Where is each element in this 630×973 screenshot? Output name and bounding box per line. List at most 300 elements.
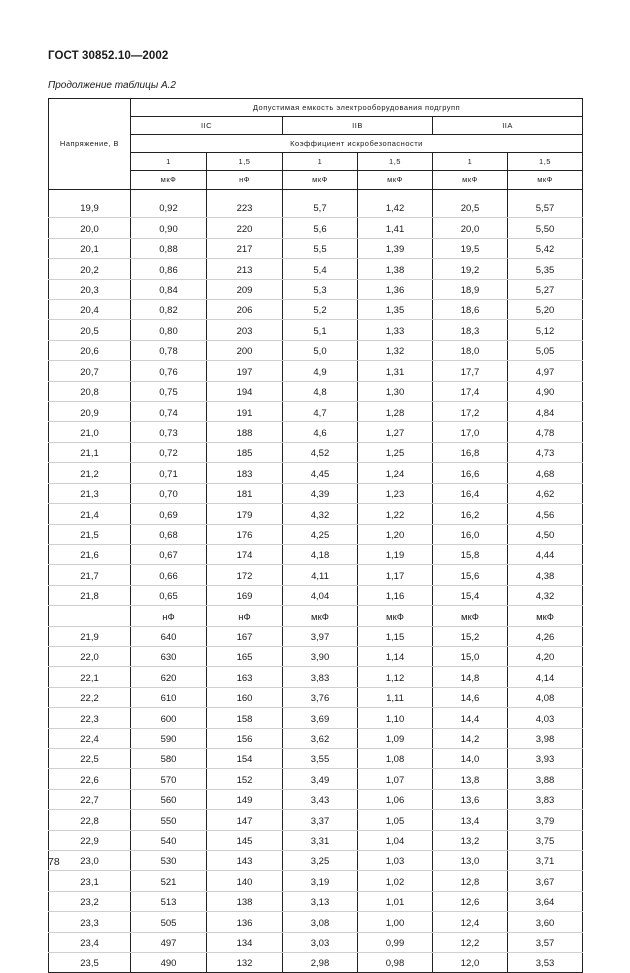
table-row: [49, 279, 583, 299]
capacitance-cell: 181: [207, 483, 283, 503]
table-row: [49, 891, 583, 911]
capacitance-cell: 1,11: [358, 687, 433, 707]
capacitance-cell: 3,67: [508, 871, 583, 891]
capacitance-cell: 4,32: [283, 504, 358, 524]
table-row: [49, 442, 583, 462]
capacitance-cell: 1,04: [358, 830, 433, 850]
header-spacer-row: [49, 190, 583, 199]
voltage-cell: 21,1: [49, 442, 131, 462]
capacitance-cell: 15,4: [433, 585, 508, 605]
unit-label: мкФ: [131, 171, 207, 190]
voltage-cell: 22,0: [49, 646, 131, 666]
document-code: ГОСТ 30852.10—2002: [48, 50, 169, 62]
capacitance-cell: 1,28: [358, 402, 433, 422]
capacitance-cell: мкФ: [283, 606, 358, 626]
capacitance-cell: 570: [131, 769, 207, 789]
table-row: [49, 544, 583, 564]
capacitance-cell: 3,19: [283, 871, 358, 891]
capacitance-cell: 3,83: [508, 789, 583, 809]
voltage-cell: 22,6: [49, 769, 131, 789]
capacitance-cell: 4,97: [508, 361, 583, 381]
capacitance-cell: 203: [207, 320, 283, 340]
capacitance-cell: 3,83: [283, 667, 358, 687]
capacitance-cell: 3,25: [283, 851, 358, 871]
voltage-cell: 21,6: [49, 544, 131, 564]
capacitance-cell: 13,6: [433, 789, 508, 809]
page-number: 78: [48, 856, 60, 868]
capacitance-cell: 0,70: [131, 483, 207, 503]
table-row: [49, 402, 583, 422]
coefficient-value: 1,5: [508, 153, 583, 171]
capacitance-cell: 3,97: [283, 626, 358, 646]
capacitance-cell: 3,79: [508, 810, 583, 830]
capacitance-cell: 1,42: [358, 198, 433, 218]
capacitance-cell: 0,92: [131, 198, 207, 218]
unit-label: мкФ: [433, 171, 508, 190]
voltage-cell: 22,2: [49, 687, 131, 707]
capacitance-cell: 513: [131, 891, 207, 911]
voltage-cell: 20,8: [49, 381, 131, 401]
capacitance-cell: 3,75: [508, 830, 583, 850]
capacitance-cell: 4,9: [283, 361, 358, 381]
capacitance-cell: 4,08: [508, 687, 583, 707]
capacitance-cell: 3,31: [283, 830, 358, 850]
capacitance-cell: 16,8: [433, 442, 508, 462]
voltage-cell: 21,3: [49, 483, 131, 503]
capacitance-cell: 163: [207, 667, 283, 687]
capacitance-cell: 3,60: [508, 912, 583, 932]
capacitance-cell: 20,5: [433, 198, 508, 218]
capacitance-cell: 213: [207, 259, 283, 279]
table-row: [49, 218, 583, 238]
capacitance-cell: 0,67: [131, 544, 207, 564]
voltage-cell: [49, 606, 131, 626]
capacitance-cell: 5,20: [508, 300, 583, 320]
voltage-cell: 23,0: [49, 851, 131, 871]
capacitance-cell: 179: [207, 504, 283, 524]
table-row: [49, 687, 583, 707]
capacitance-cell: 15,0: [433, 646, 508, 666]
voltage-cell: 22,8: [49, 810, 131, 830]
capacitance-cell: 560: [131, 789, 207, 809]
capacitance-cell: 1,09: [358, 728, 433, 748]
capacitance-cell: 223: [207, 198, 283, 218]
capacitance-cell: 4,26: [508, 626, 583, 646]
capacitance-cell: 640: [131, 626, 207, 646]
voltage-cell: 21,7: [49, 565, 131, 585]
capacitance-cell: 4,7: [283, 402, 358, 422]
voltage-cell: 23,1: [49, 871, 131, 891]
voltage-cell: 20,6: [49, 340, 131, 360]
capacitance-cell: 1,07: [358, 769, 433, 789]
capacitance-cell: 18,9: [433, 279, 508, 299]
table-row: [49, 198, 583, 218]
voltage-cell: 23,4: [49, 932, 131, 952]
capacitance-cell: 5,05: [508, 340, 583, 360]
capacitance-cell: 0,80: [131, 320, 207, 340]
capacitance-cell: 5,42: [508, 238, 583, 258]
capacitance-cell: мкФ: [358, 606, 433, 626]
spacer-cell: [358, 190, 433, 199]
capacitance-cell: 1,24: [358, 463, 433, 483]
capacitance-cell: 12,6: [433, 891, 508, 911]
capacitance-cell: 4,44: [508, 544, 583, 564]
voltage-cell: 20,4: [49, 300, 131, 320]
capacitance-cell: 1,32: [358, 340, 433, 360]
voltage-cell: 21,2: [49, 463, 131, 483]
capacitance-cell: 3,69: [283, 708, 358, 728]
capacitance-cell: 160: [207, 687, 283, 707]
voltage-cell: 23,3: [49, 912, 131, 932]
capacitance-cell: 3,08: [283, 912, 358, 932]
capacitance-cell: 1,22: [358, 504, 433, 524]
capacitance-cell: 4,03: [508, 708, 583, 728]
capacitance-cell: 0,65: [131, 585, 207, 605]
table-row: [49, 667, 583, 687]
capacitance-cell: 4,68: [508, 463, 583, 483]
capacitance-cell: 1,30: [358, 381, 433, 401]
table-row: [49, 504, 583, 524]
voltage-cell: 20,0: [49, 218, 131, 238]
unit-label: нФ: [207, 171, 283, 190]
table-row: [49, 565, 583, 585]
capacitance-cell: 145: [207, 830, 283, 850]
coefficient-header: Коэффициент искробезопасности: [131, 135, 583, 153]
capacitance-cell: 18,3: [433, 320, 508, 340]
table-row: [49, 300, 583, 320]
coefficient-value: 1,5: [207, 153, 283, 171]
voltage-cell: 21,4: [49, 504, 131, 524]
group-header-iia: IIA: [433, 117, 583, 135]
capacitance-cell: 4,52: [283, 442, 358, 462]
capacitance-cell: 1,25: [358, 442, 433, 462]
capacitance-cell: 134: [207, 932, 283, 952]
table-row: [49, 320, 583, 340]
table-row: [49, 953, 583, 973]
capacitance-cell: 5,6: [283, 218, 358, 238]
group-header-iib: IIB: [283, 117, 433, 135]
capacitance-cell: 490: [131, 953, 207, 973]
voltage-cell: 22,4: [49, 728, 131, 748]
capacitance-cell: 1,01: [358, 891, 433, 911]
capacitance-table: [48, 98, 583, 973]
capacitance-cell: 1,41: [358, 218, 433, 238]
capacitance-cell: 0,86: [131, 259, 207, 279]
capacitance-cell: 0,69: [131, 504, 207, 524]
capacitance-cell: 590: [131, 728, 207, 748]
capacitance-cell: 14,8: [433, 667, 508, 687]
capacitance-cell: 158: [207, 708, 283, 728]
voltage-cell: 20,5: [49, 320, 131, 340]
capacitance-cell: 4,78: [508, 422, 583, 442]
capacitance-cell: 0,68: [131, 524, 207, 544]
group-header-iic: IIC: [131, 117, 283, 135]
capacitance-cell: 12,2: [433, 932, 508, 952]
table-row: [49, 483, 583, 503]
capacitance-cell: 0,73: [131, 422, 207, 442]
capacitance-cell: 1,06: [358, 789, 433, 809]
table-row: [49, 524, 583, 544]
capacitance-cell: 1,36: [358, 279, 433, 299]
voltage-cell: 20,2: [49, 259, 131, 279]
capacitance-cell: 5,12: [508, 320, 583, 340]
capacitance-cell: 136: [207, 912, 283, 932]
capacitance-cell: 1,10: [358, 708, 433, 728]
coefficient-value: 1,5: [358, 153, 433, 171]
capacitance-cell: 5,2: [283, 300, 358, 320]
capacitance-cell: 0,75: [131, 381, 207, 401]
capacitance-cell: 1,17: [358, 565, 433, 585]
capacitance-cell: 5,27: [508, 279, 583, 299]
capacitance-cell: 1,05: [358, 810, 433, 830]
capacitance-cell: 4,25: [283, 524, 358, 544]
capacitance-cell: 17,7: [433, 361, 508, 381]
capacitance-cell: 3,93: [508, 748, 583, 768]
capacitance-cell: 2,98: [283, 953, 358, 973]
table-row: [49, 871, 583, 891]
capacitance-cell: 5,7: [283, 198, 358, 218]
capacitance-cell: 1,39: [358, 238, 433, 258]
capacitance-cell: 152: [207, 769, 283, 789]
capacitance-cell: 183: [207, 463, 283, 483]
capacitance-cell: 0,78: [131, 340, 207, 360]
capacitance-cell: 1,16: [358, 585, 433, 605]
table-row: [49, 463, 583, 483]
capacitance-cell: 149: [207, 789, 283, 809]
spacer-cell: [131, 190, 207, 199]
capacitance-cell: 19,2: [433, 259, 508, 279]
table-row: [49, 238, 583, 258]
capacitance-cell: 4,32: [508, 585, 583, 605]
capacitance-cell: 4,20: [508, 646, 583, 666]
capacitance-cell: 185: [207, 442, 283, 462]
capacitance-cell: 4,8: [283, 381, 358, 401]
spacer-cell: [283, 190, 358, 199]
capacitance-cell: 16,6: [433, 463, 508, 483]
capacitance-cell: 521: [131, 871, 207, 891]
capacitance-cell: 194: [207, 381, 283, 401]
capacitance-cell: 1,23: [358, 483, 433, 503]
voltage-cell: 21,8: [49, 585, 131, 605]
capacitance-cell: 3,53: [508, 953, 583, 973]
capacitance-cell: 147: [207, 810, 283, 830]
capacitance-cell: 176: [207, 524, 283, 544]
capacitance-cell: 5,35: [508, 259, 583, 279]
capacitance-cell: 1,33: [358, 320, 433, 340]
voltage-cell: 22,3: [49, 708, 131, 728]
coefficient-value: 1: [433, 153, 508, 171]
capacitance-cell: 206: [207, 300, 283, 320]
capacitance-cell: 5,4: [283, 259, 358, 279]
capacitance-cell: 0,71: [131, 463, 207, 483]
capacitance-cell: 0,98: [358, 953, 433, 973]
capacitance-cell: нФ: [131, 606, 207, 626]
voltage-cell: 22,1: [49, 667, 131, 687]
capacitance-cell: 165: [207, 646, 283, 666]
capacitance-cell: 4,90: [508, 381, 583, 401]
capacitance-cell: 3,57: [508, 932, 583, 952]
table-row: [49, 646, 583, 666]
capacitance-cell: 5,50: [508, 218, 583, 238]
capacitance-cell: 3,37: [283, 810, 358, 830]
coefficient-value: 1: [283, 153, 358, 171]
voltage-cell: 21,0: [49, 422, 131, 442]
capacitance-cell: 191: [207, 402, 283, 422]
capacitance-cell: 0,66: [131, 565, 207, 585]
unit-label: мкФ: [508, 171, 583, 190]
capacitance-cell: 12,4: [433, 912, 508, 932]
unit-label: мкФ: [358, 171, 433, 190]
capacitance-cell: 132: [207, 953, 283, 973]
capacitance-cell: 540: [131, 830, 207, 850]
capacitance-cell: 17,4: [433, 381, 508, 401]
spacer-cell: [49, 190, 131, 199]
capacitance-cell: 15,6: [433, 565, 508, 585]
voltage-cell: 22,9: [49, 830, 131, 850]
capacitance-cell: 0,74: [131, 402, 207, 422]
capacitance-cell: 3,13: [283, 891, 358, 911]
capacitance-cell: 18,0: [433, 340, 508, 360]
voltage-cell: 21,5: [49, 524, 131, 544]
capacitance-cell: 3,71: [508, 851, 583, 871]
capacitance-cell: 3,49: [283, 769, 358, 789]
capacitance-cell: 610: [131, 687, 207, 707]
capacitance-cell: 0,99: [358, 932, 433, 952]
table-caption: Продолжение таблицы А.2: [48, 80, 176, 91]
capacitance-cell: 4,6: [283, 422, 358, 442]
capacitance-cell: 14,4: [433, 708, 508, 728]
capacitance-cell: 550: [131, 810, 207, 830]
capacitance-cell: 0,76: [131, 361, 207, 381]
table-row: [49, 748, 583, 768]
table-row: [49, 810, 583, 830]
voltage-cell: 20,3: [49, 279, 131, 299]
table-row: [49, 932, 583, 952]
capacitance-cell: 14,2: [433, 728, 508, 748]
capacitance-cell: 167: [207, 626, 283, 646]
capacitance-cell: 497: [131, 932, 207, 952]
voltage-cell: 22,5: [49, 748, 131, 768]
capacitance-cell: 14,6: [433, 687, 508, 707]
capacitance-cell: 18,6: [433, 300, 508, 320]
capacitance-cell: 4,04: [283, 585, 358, 605]
capacitance-cell: 188: [207, 422, 283, 442]
voltage-cell: 20,7: [49, 361, 131, 381]
table-row: [49, 381, 583, 401]
capacitance-cell: 0,82: [131, 300, 207, 320]
capacitance-cell: 5,0: [283, 340, 358, 360]
capacitance-cell: 580: [131, 748, 207, 768]
capacitance-cell: 200: [207, 340, 283, 360]
capacitance-cell: 4,62: [508, 483, 583, 503]
capacitance-cell: 3,98: [508, 728, 583, 748]
capacitance-cell: 209: [207, 279, 283, 299]
capacitance-cell: 172: [207, 565, 283, 585]
unit-label: мкФ: [283, 171, 358, 190]
capacitance-cell: 0,90: [131, 218, 207, 238]
capacitance-cell: 15,8: [433, 544, 508, 564]
capacitance-cell: 4,45: [283, 463, 358, 483]
capacitance-cell: 3,88: [508, 769, 583, 789]
capacity-header: Допустимая емкость электрооборудования подгрупп: [131, 99, 583, 117]
table-row: [49, 851, 583, 871]
capacitance-cell: 1,03: [358, 851, 433, 871]
capacitance-cell: 140: [207, 871, 283, 891]
capacitance-cell: 4,14: [508, 667, 583, 687]
capacitance-cell: 1,19: [358, 544, 433, 564]
capacitance-cell: 1,27: [358, 422, 433, 442]
capacitance-cell: 16,0: [433, 524, 508, 544]
capacitance-cell: 0,88: [131, 238, 207, 258]
capacitance-cell: 1,38: [358, 259, 433, 279]
table-row: [49, 830, 583, 850]
capacitance-cell: 5,57: [508, 198, 583, 218]
table-row: [49, 912, 583, 932]
capacitance-cell: 4,38: [508, 565, 583, 585]
capacitance-cell: 154: [207, 748, 283, 768]
capacitance-cell: 174: [207, 544, 283, 564]
capacitance-cell: 3,64: [508, 891, 583, 911]
voltage-cell: 23,5: [49, 953, 131, 973]
voltage-cell: 20,1: [49, 238, 131, 258]
capacitance-cell: 4,11: [283, 565, 358, 585]
capacitance-cell: 3,03: [283, 932, 358, 952]
table-header: [49, 99, 583, 190]
capacitance-cell: 3,43: [283, 789, 358, 809]
capacitance-cell: 1,08: [358, 748, 433, 768]
spacer-cell: [207, 190, 283, 199]
voltage-cell: 22,7: [49, 789, 131, 809]
unit-change-row: [49, 606, 583, 626]
table-row: [49, 340, 583, 360]
voltage-cell: 20,9: [49, 402, 131, 422]
capacitance-cell: 0,72: [131, 442, 207, 462]
capacitance-cell: 217: [207, 238, 283, 258]
capacitance-cell: 14,0: [433, 748, 508, 768]
capacitance-cell: 4,56: [508, 504, 583, 524]
capacitance-cell: нФ: [207, 606, 283, 626]
capacitance-cell: 13,8: [433, 769, 508, 789]
capacitance-cell: 16,4: [433, 483, 508, 503]
capacitance-cell: 5,3: [283, 279, 358, 299]
coefficient-value: 1: [131, 153, 207, 171]
capacitance-cell: 16,2: [433, 504, 508, 524]
voltage-cell: 23,2: [49, 891, 131, 911]
capacitance-cell: 12,0: [433, 953, 508, 973]
capacitance-cell: 3,90: [283, 646, 358, 666]
capacitance-cell: 12,8: [433, 871, 508, 891]
table-row: [49, 259, 583, 279]
capacitance-cell: 4,50: [508, 524, 583, 544]
table-body: [49, 190, 583, 973]
voltage-cell: 21,9: [49, 626, 131, 646]
capacitance-cell: 1,15: [358, 626, 433, 646]
capacitance-cell: 600: [131, 708, 207, 728]
capacitance-cell: 1,12: [358, 667, 433, 687]
capacitance-cell: 220: [207, 218, 283, 238]
capacitance-cell: 630: [131, 646, 207, 666]
capacitance-cell: 4,73: [508, 442, 583, 462]
capacitance-cell: 3,76: [283, 687, 358, 707]
capacitance-cell: мкФ: [433, 606, 508, 626]
capacitance-cell: 20,0: [433, 218, 508, 238]
table-row: [49, 728, 583, 748]
capacitance-cell: 530: [131, 851, 207, 871]
table-row: [49, 585, 583, 605]
voltage-cell: 19,9: [49, 198, 131, 218]
capacitance-cell: 5,5: [283, 238, 358, 258]
capacitance-cell: 1,14: [358, 646, 433, 666]
